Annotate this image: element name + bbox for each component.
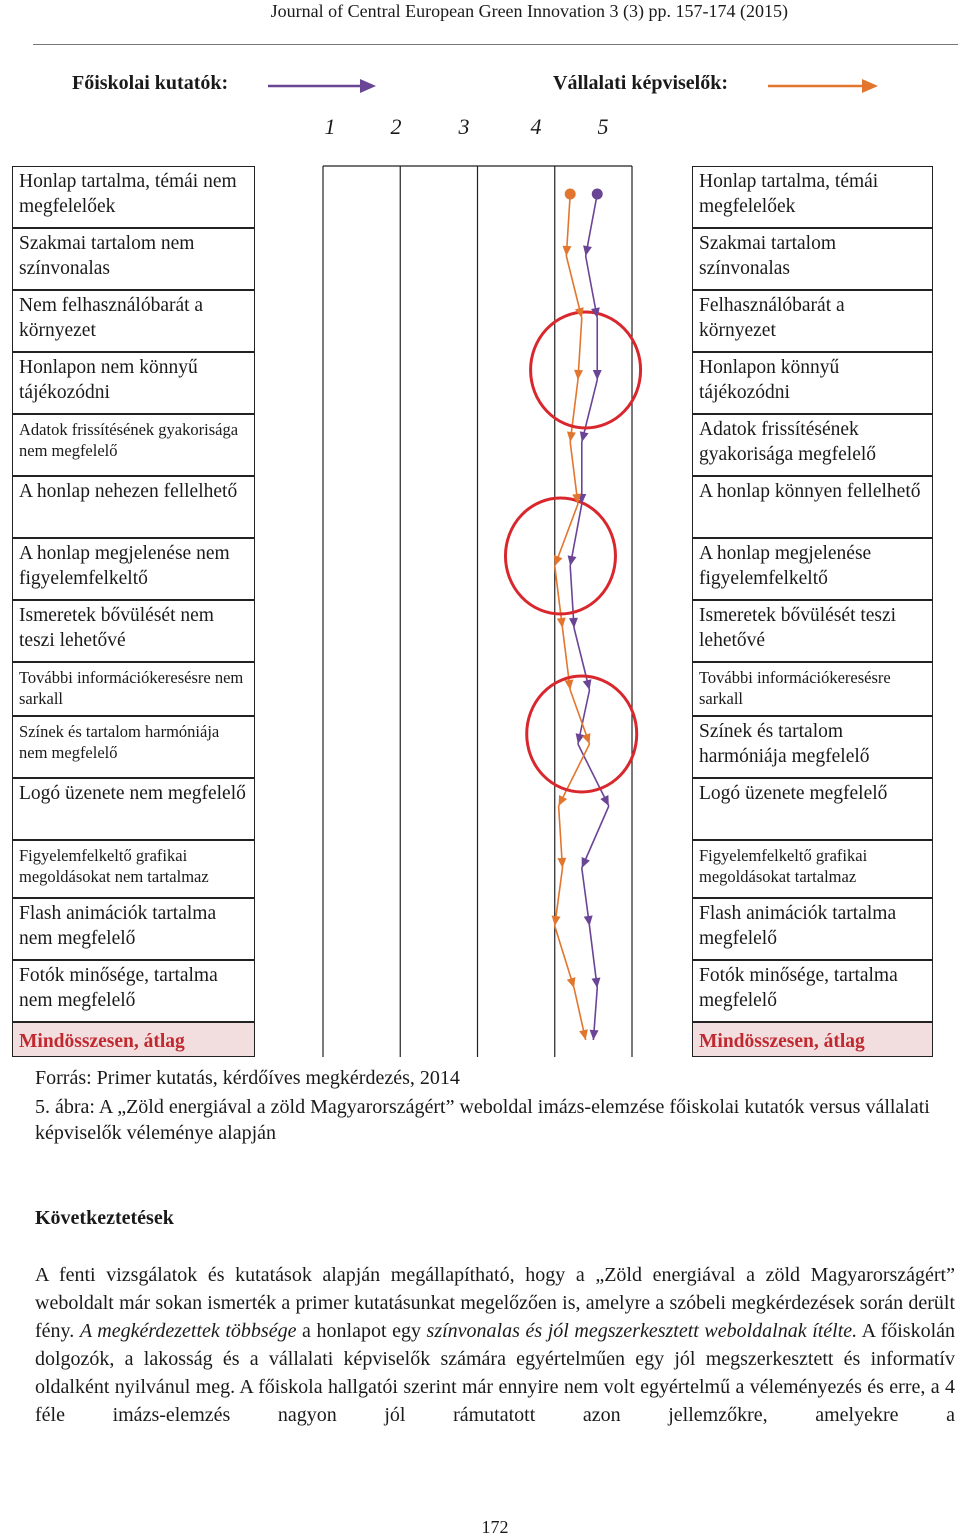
right-item: Logó üzenete megfelelő: [692, 778, 933, 840]
left-item: Színek és tartalom harmóniája nem megfelelő: [12, 716, 255, 778]
right-item: Honlap tartalma, témái megfelelőek: [692, 166, 933, 228]
series-point-arrow: [554, 555, 562, 566]
series-segment: [582, 806, 609, 868]
highlight-circle: [531, 312, 641, 428]
series-point-arrow: [583, 679, 592, 690]
series-point-arrow: [579, 1029, 588, 1040]
left-item: Szakmai tartalom nem színvonalas: [12, 228, 255, 290]
right-item: Honlapon könnyű tájékozódni: [692, 352, 933, 414]
paragraph-text: A fenti vizsgálatok és kutatások alapján megállapítható, hogy a „Zöld energiával a zöld Magyarországért” weboldalt már sokan ismerték a primer kutatásunkat megelőzően is, amelyre a szóbeli megkérdezések során derült fény.: [35, 1264, 955, 1342]
paragraph-emphasis: színvonalas és jól megszerkesztett weboldalnak ítélte.: [426, 1320, 858, 1342]
series-segment: [559, 744, 590, 806]
series-point-arrow: [574, 370, 583, 380]
series-start-point: [592, 189, 603, 200]
series-point-arrow: [593, 370, 602, 380]
right-item: Fotók minősége, tartalma megfelelő: [692, 960, 933, 1022]
left-item: Fotók minősége, tartalma nem megfelelő: [12, 960, 255, 1022]
paragraph-text: a honlapot egy: [296, 1320, 427, 1342]
series-point-arrow: [567, 977, 576, 988]
series-point-arrow: [580, 431, 589, 442]
scale-number-2: 2: [390, 114, 402, 139]
left-item: Ismeretek bővülését nem teszi lehetővé: [12, 600, 255, 662]
series-point-arrow: [557, 858, 566, 868]
series-point-arrow: [557, 618, 566, 628]
right-item: Ismeretek bővülését teszi lehetővé: [692, 600, 933, 662]
series-point-arrow: [569, 618, 578, 628]
right-item: Szakmai tartalom színvonalas: [692, 228, 933, 290]
left-item: A honlap megjelenése nem figyelemfelkeltő: [12, 538, 255, 600]
left-item: Honlapon nem könnyű tájékozódni: [12, 352, 255, 414]
conclusion-paragraph: [35, 1261, 955, 1429]
left-item: További információkeresésre nem sarkall: [12, 662, 255, 716]
left-item: Logó üzenete nem megfelelő: [12, 778, 255, 840]
highlight-circle: [527, 676, 637, 792]
right-total: Mindösszesen, átlag: [692, 1022, 933, 1057]
left-item: Flash animációk tartalma nem megfelelő: [12, 898, 255, 960]
series-point-arrow: [582, 733, 590, 744]
series-segment: [578, 744, 609, 806]
left-item: Honlap tartalma, témái nem megfelelőek: [12, 166, 255, 228]
series-point-arrow: [567, 432, 576, 442]
right-item: Színek és tartalom harmóniája megfelelő: [692, 716, 933, 778]
page-number: 172: [481, 1517, 509, 1537]
series-point-arrow: [576, 733, 585, 744]
journal-header: Journal of Central European Green Innovation 3 (3) pp. 157-174 (2015): [270, 1, 788, 21]
series-point-arrow: [564, 680, 573, 690]
series-point-arrow: [568, 555, 577, 566]
series-point-arrow: [583, 245, 592, 256]
scale-number-4: 4: [530, 114, 542, 139]
scale-number-5: 5: [597, 114, 609, 139]
left-total: Mindösszesen, átlag: [12, 1022, 255, 1057]
series-point-arrow: [552, 915, 561, 926]
right-item: Adatok frissítésének gyakorisága megfelelő: [692, 414, 933, 476]
series-point-arrow: [562, 246, 571, 256]
series-point-arrow: [590, 1030, 599, 1040]
chart-grid: [323, 166, 632, 1057]
college-legend-label: Főiskolai kutatók:: [72, 72, 229, 94]
figure-caption: 5. ábra: A „Zöld energiával a zöld Magyarországért” weboldal imázs-elemzése főiskolai kutatók versus vállalati képviselők véleménye alapján: [35, 1096, 930, 1144]
scale-number-3: 3: [458, 114, 470, 139]
series-start-point: [565, 189, 576, 200]
figure-source: Forrás: Primer kutatás, kérdőíves megkérdezés, 2014: [35, 1067, 460, 1089]
right-item: Flash animációk tartalma megfelelő: [692, 898, 933, 960]
left-item: Nem felhasználóbarát a környezet: [12, 290, 255, 352]
series-point-arrow: [584, 915, 593, 926]
left-item: A honlap nehezen fellelhető: [12, 476, 255, 538]
right-item: A honlap könnyen fellelhető: [692, 476, 933, 538]
chart-lines: [555, 194, 609, 1040]
left-item: Figyelemfelkeltő grafikai megoldásokat nem tartalmaz: [12, 840, 255, 898]
paragraph-text: A főiskolán dolgozók, a lakosság és a vállalati képviselők számára egyértelműen egy jól megszerkesztett és informatív oldalként nyilvánul meg. A főiskola hallgatói szerint már ennyire nem volt egyértelmű a véleményezés és erre, a 4 féle imázs-elemzés nagyon jól rámutatott azon jellemzőkre, amelyekre a: [35, 1320, 956, 1426]
company-legend-label: Vállalati képviselők:: [553, 72, 729, 94]
right-item: A honlap megjelenése figyelemfelkeltő: [692, 538, 933, 600]
paragraph-emphasis: A megkérdezettek többsége: [79, 1320, 297, 1342]
left-item: Adatok frissítésének gyakorisága nem megfelelő: [12, 414, 255, 476]
section-heading: Következtetések: [35, 1207, 174, 1229]
right-item: Felhasználóbarát a környezet: [692, 290, 933, 352]
scale-number-1: 1: [324, 114, 336, 139]
highlight-circle: [505, 498, 615, 614]
series-point-arrow: [592, 978, 601, 988]
right-item: Figyelemfelkeltő grafikai megoldásokat tartalmaz: [692, 840, 933, 898]
right-item: További információkeresésre sarkall: [692, 662, 933, 716]
